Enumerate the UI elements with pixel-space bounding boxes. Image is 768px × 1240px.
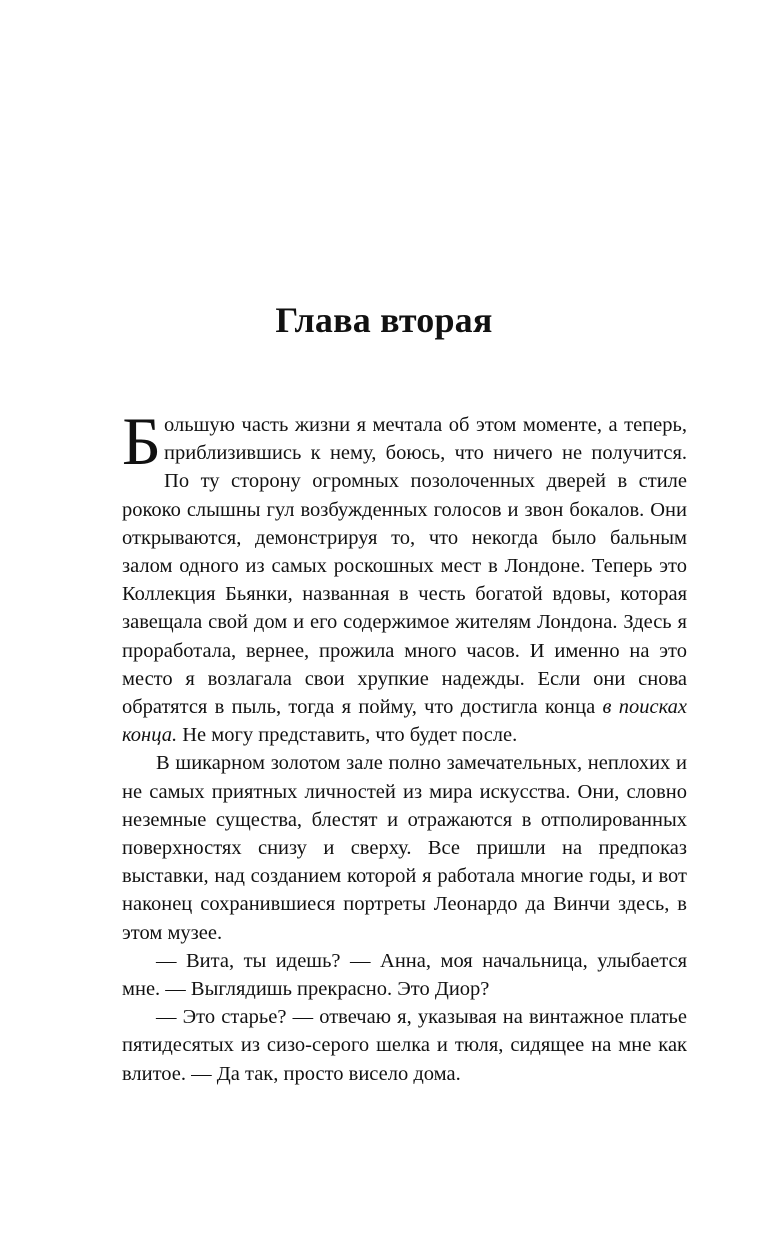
chapter-title: Глава вторая [275,300,493,341]
paragraph-1-text-end: Не могу представить, что будет после. [177,724,518,747]
paragraph-4: — Это старье? — отвечаю я, указывая на винтажное платье пятидесятых из сизо-серого шелка и тюля, сидящее на мне как влитое. — Да так, просто висело дома. [122,1006,687,1085]
paragraph-1-text-start: ольшую часть жизни я мечтала об этом моменте, а теперь, приблизившись к нему, боюсь, что ничего не получится. По ту сторону огромных позолоченных дверей в стиле рококо слышны гул возбужденных голосов и звон бокалов. Они открываются, демонстрируя то, что некогда было бальным залом одного из самых роскошных мест в Лондоне. Теперь это Коллекция Бьянки, названная в честь богатой вдовы, которая завещала свой дом и его содержимое жителям Лондона. Здесь я проработала, вернее, прожила много часов. И именно на это место я возлагала свои хрупкие надежды. Если они снова обратятся в пыль, тогда я пойму, что достигла конца [122,414,687,719]
body-text [122,403,687,1088]
paragraph-3: — Вита, ты идешь? — Анна, моя начальница, улыбается мне. — Выглядишь прекрасно. Это Диор? [122,949,687,1001]
paragraph-1 [122,403,687,749]
paragraph-2: В шикарном золотом зале полно замечательных, неплохих и не самых приятных личностей из мира искусства. Они, словно неземные существа, блестят и отражаются в отполированных поверхностях снизу и сверху. Все пришли на предпоказ выставки, над созданием которой я работала многие годы, и вот наконец сохранившиеся портреты Леонардо да Винчи здесь, в этом музее. [122,752,687,944]
drop-cap: Б [122,403,162,479]
paragraph-1-italic: в поисках конца. [122,696,687,747]
